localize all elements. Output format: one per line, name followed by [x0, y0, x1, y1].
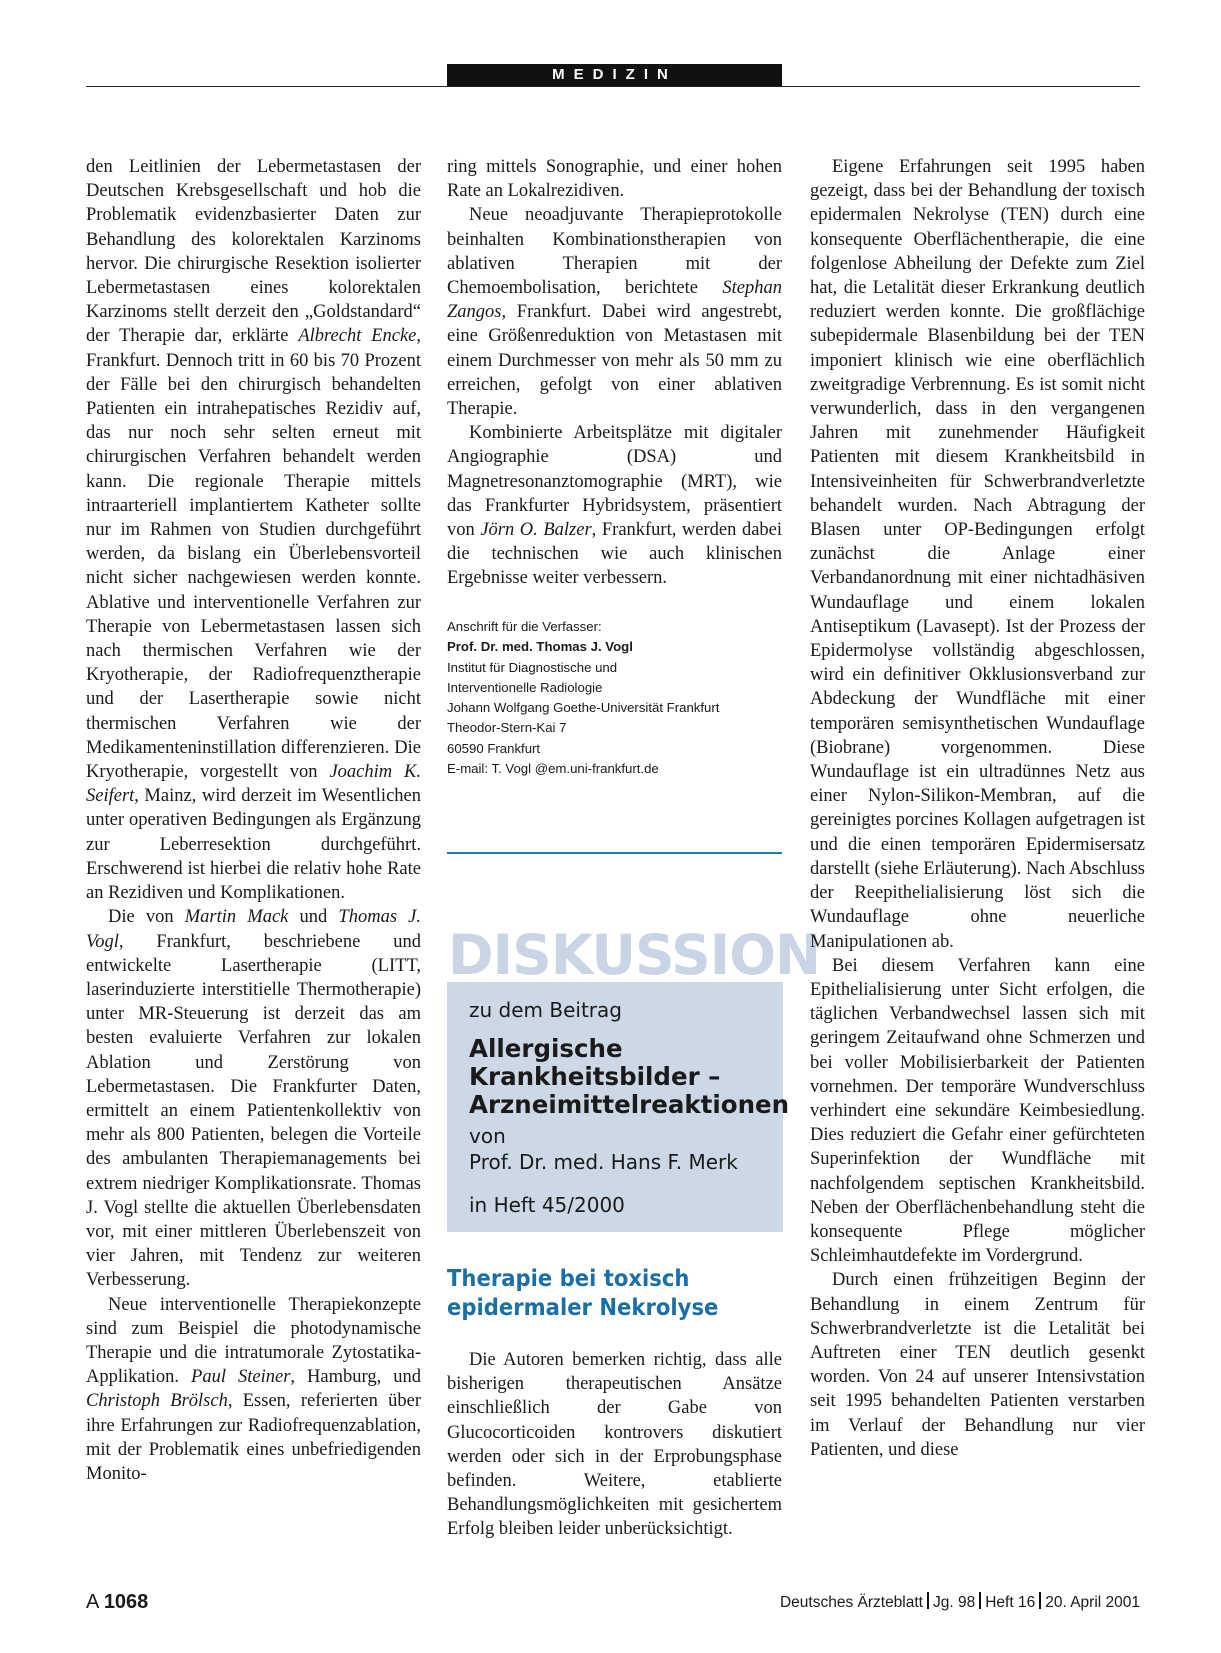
- journal-info: [780, 1592, 1140, 1613]
- paragraph: Die von Martin Mack und Thomas J. Vogl, Frankfurt, beschriebene und entwickelte Lasertherapie (LITT, laserinduzierte interstitielle Thermotherapie) unter MR-Steuerung ist derzeit das am besten evaluierte Verfahren zur lokalen Ablation und Zerstörung von Lebermetastasen. Die Frankfurter Daten, ermittelt an einem Patientenkollektiv von mehr als 800 Patienten, belegen die Vorteile des ambulanten Therapiemanagements bei extrem niedriger Komplikationsrate. Thomas J. Vogl stellte die aktuellen Überlebensdaten vor, mit einer mittleren Überlebenszeit von vier Jahren, mit Tendenz zur weiteren Verbesserung.: [86, 907, 421, 1291]
- paragraph: Die Autoren bemerken richtig, dass alle bisherigen therapeutischen Ansätze einschließlich der Gabe von Glucocorticoiden kontrovers diskutiert werden oder sich in der Erprobungsphase befinden. Weitere, etablierte Behandlungsmöglichkeiten mit gesichertem Erfolg bleiben leider unberücksichtigt.: [447, 1350, 782, 1540]
- journal-volume: Jg. 98: [932, 1594, 976, 1611]
- column-1: [86, 155, 421, 1486]
- paragraph: Bei diesem Verfahren kann eine Epithelialisierung unter Sicht erfolgen, die täglichen Verbandwechsel lassen sich mit geringem Zeitaufwand ohne Schmerzen und bei voller Mobilisierbarkeit der Patienten vornehmen. Der temporäre Wundverschluss verhindert eine sekundäre Keimbesiedlung. Dies reduziert die Gefahr einer gefürchteten Superinfektion der Wundfläche mit nachfolgendem septischen Krankheitsbild. Neben der Oberflächenbehandlung steht die konsequente Pflege möglicher Schleimhautdefekte im Vordergrund.: [810, 955, 1145, 1267]
- discussion-intro: zu dem Beitrag: [469, 998, 622, 1022]
- paragraph: Kombinierte Arbeitsplätze mit digitaler Angiographie (DSA) und Magnetresonanztomographie (MRT), wie das Frankfurter Hybridsystem, präsentiert von Jörn O. Balzer, Frankfurt, werden dabei die technischen wie auch klinischen Ergebnisse weiter verbessern.: [447, 423, 783, 589]
- person-name: Christoph Brölsch: [86, 1391, 228, 1412]
- address-label: Anschrift für die Verfasser:: [447, 619, 602, 634]
- discussion-heading: DISKUSSION: [448, 923, 821, 987]
- address-name: Prof. Dr. med. Thomas J. Vogl: [447, 639, 633, 655]
- person-name: Thomas J. Vogl: [86, 907, 421, 952]
- person-name: Paul Steiner: [191, 1367, 291, 1388]
- column-2-lower: [447, 1348, 782, 1542]
- discussion-issue: in Heft 45/2000: [469, 1193, 625, 1217]
- address-line: Johann Wolfgang Goethe-Universität Frankfurt: [447, 700, 720, 716]
- paragraph: Neue neoadjuvante Therapieprotokolle beinhalten Kombinationstherapien von ablativen Therapien mit der Chemoembolisation, berichtete Stephan Zangos, Frankfurt. Dabei wird angestrebt, eine Größenreduktion von Metastasen mit einem Durchmesser von mehr als 50 mm zu erreichen, gefolgt von einer ablativen Therapie.: [447, 205, 782, 420]
- address-line: Interventionelle Radiologie: [447, 679, 603, 695]
- address-email: E-mail: T. Vogl @em.uni-frankfurt.de: [447, 761, 659, 777]
- person-name: Jörn O. Balzer: [480, 520, 592, 541]
- column-2: [447, 155, 782, 591]
- paragraph: Neue interventionelle Therapiekonzepte sind zum Beispiel die photodynamische Therapie und die intratumorale Zytostatika-Applikation. Paul Steiner, Hamburg, und Christoph Brölsch, Essen, referierten über ihre Erfahrungen zur Radiofrequenzablation, mit der Problematik eines unbefriedigenden Monito-: [86, 1294, 421, 1484]
- paragraph: Eigene Erfahrungen seit 1995 haben gezeigt, dass bei der Behandlung der toxisch epidermalen Nekrolyse (TEN) durch eine konsequente Oberflächentherapie, die eine folgenlose Abheilung der Defekte zum Ziel hat, die Letalität dieser Erkrankung deutlich reduziert werden konnte. Die großflächige subepidermale Blasenbildung bei der TEN imponiert klinisch wie eine oberflächlich zweitgradige Verbrennung. Es ist somit nicht verwunderlich, dass in den vergangenen Jahren mit zunehmender Häufigkeit Patienten mit diesem Krankheitsbild in Intensiveinheiten für Schwerbrandverletzte behandelt wurden. Nach Abtragung der Blasen unter OP-Bedingungen erfolgt zunächst die Anlage einer Verbandanordnung mit einer nichtadhäsiven Wundauflage und einem lokalen Antiseptikum (Lavasept). Ist der Prozess der Epidermolyse vollständig abgeschlossen, wird ein definitiver Okklusionsverband zur Abdeckung der Wundfläche mit einer temporären semisynthetischen Wundauflage (Biobrane) vorgenommen. Diese Wundauflage ist ein ultradünnes Netz aus einer Nylon-Silikon-Membran, auf die gereinigtes porcines Kollagen aufgetragen ist und die einen temporären Epidermisersatz darstellt (siehe Erläuterung). Nach Abschluss der Reepithelialisierung löst sich die Wundauflage ohne neuerliche Manipulationen ab.: [810, 157, 1145, 952]
- address-line: Institut für Diagnostische und: [447, 659, 618, 675]
- author-address: [447, 617, 782, 779]
- divider: [447, 852, 782, 854]
- person-name: Joachim K. Seifert: [86, 762, 421, 807]
- page-number: A 1068: [86, 1591, 149, 1613]
- paragraph: den Leitlinien der Lebermetastasen der Deutschen Krebsgesellschaft und hob die Problematik evidenzbasierter Daten zur Behandlung des kolorektalen Karzinoms hervor. Die chirurgische Resektion isolierter Lebermetastasen eines kolorektalen Karzinoms stellt derzeit den „Goldstandard“ der Therapie dar, erklärte Albrecht Encke, Frankfurt. Dennoch tritt in 60 bis 70 Prozent der Fälle bei den chirurgisch behandelten Patienten ein intrahepatisches Rezidiv auf, das nur noch sehr selten erneut mit chirurgischen Verfahren behandelt werden kann. Die regionale Therapie mittels intraarteriell implantiertem Katheter sollte nur im Rahmen von Studien durchgeführt werden, da bislang ein Überlebensvorteil nicht sicher nachgewiesen werden konnte. Ablative und interventionelle Verfahren zur Therapie von Lebermetastasen lassen sich nach thermischen Verfahren wie der Kryotherapie, der Radiofrequenztherapie und der Lasertherapie sowie nicht thermischen Verfahren wie der Medikamenteninstillation differenzieren. Die Kryotherapie, vorgestellt von Joachim K. Seifert, Mainz, wird derzeit im Wesentlichen unter operativen Bedingungen als Ergänzung zur Leberresektion durchgeführt. Erschwerend ist hierbei die relativ hohe Rate an Rezidiven und Komplikationen.: [86, 157, 421, 904]
- paragraph: Durch einen frühzeitigen Beginn der Behandlung in einem Zentrum für Schwerbrandverletzte ist die Letalität bei Auftreten einer TEN deutlich gesenkt worden. Von 24 auf unserer Intensivstation seit 1995 behandelten Patienten verstarben im Verlauf der Behandlung nur vier Patienten, und diese: [810, 1270, 1145, 1460]
- discussion-author: von Prof. Dr. med. Hans F. Merk: [469, 1124, 738, 1174]
- journal-date: 20. April 2001: [1045, 1594, 1140, 1611]
- address-line: 60590 Frankfurt: [447, 740, 541, 756]
- header-rule: [86, 86, 1140, 87]
- section-label: MEDIZIN: [447, 64, 782, 86]
- person-name: Stephan Zangos: [447, 278, 782, 323]
- column-3: [810, 155, 1145, 1462]
- journal-name: Deutsches Ärzteblatt: [779, 1594, 923, 1611]
- person-name: Albrecht Encke: [298, 326, 417, 347]
- separator: [927, 1592, 929, 1609]
- separator: [1039, 1592, 1041, 1609]
- section-heading: Therapie bei toxisch epidermaler Nekrolyse: [447, 1264, 719, 1321]
- address-line: Theodor-Stern-Kai 7: [447, 720, 567, 736]
- separator: [979, 1592, 981, 1609]
- journal-issue: Heft 16: [985, 1594, 1036, 1611]
- paragraph: ring mittels Sonographie, und einer hohen Rate an Lokalrezidiven.: [447, 157, 782, 202]
- person-name: Martin Mack: [184, 907, 289, 928]
- discussion-article-title: Allergische Krankheitsbilder – Arzneimittelreaktionen: [469, 1034, 790, 1119]
